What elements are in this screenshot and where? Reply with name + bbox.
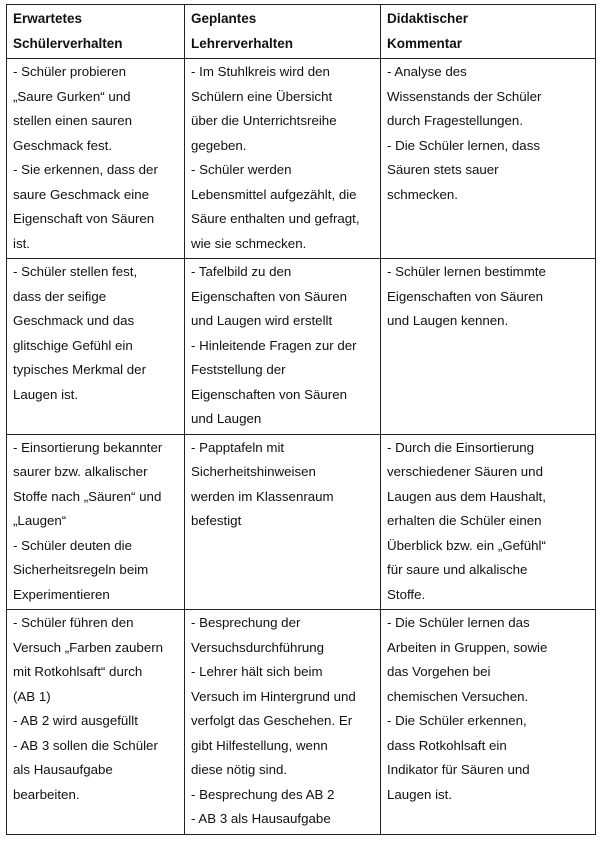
table-cell xyxy=(185,59,381,259)
table-cell xyxy=(185,434,381,610)
cell-line: Überblick bzw. ein „Gefühl“ xyxy=(387,537,546,553)
cell-line: saure Geschmack eine xyxy=(13,186,149,202)
cell-line: Indikator für Säuren und xyxy=(387,762,530,777)
cell-line: diese nötig sind. xyxy=(191,762,288,777)
cell-line: Säuren stets sauer xyxy=(387,162,499,177)
table-cell xyxy=(7,610,185,835)
table-cell xyxy=(185,259,381,435)
table-cell xyxy=(381,59,596,259)
table-row xyxy=(7,59,596,259)
cell-line: mit Rotkohlsaft“ durch xyxy=(13,664,143,679)
cell-line: Eigenschaft von Säuren xyxy=(13,211,155,226)
cell-line: - Die Schüler erkennen, xyxy=(387,713,527,728)
cell-line: dass der seifige xyxy=(13,288,107,304)
header-line: Erwartetes xyxy=(13,11,83,26)
cell-line: - Im Stuhlkreis wird den xyxy=(191,64,330,79)
cell-line: - Die Schüler lernen, dass xyxy=(387,137,540,153)
cell-line: gibt Hilfestellung, wenn xyxy=(191,737,328,753)
cell-line: werden im Klassenraum xyxy=(191,488,334,504)
cell-line: Versuchsdurchführung xyxy=(191,639,325,655)
cell-line: - Schüler deuten die xyxy=(13,537,133,553)
cell-line: Feststellung der xyxy=(191,362,286,377)
cell-line: Schülern eine Übersicht xyxy=(191,88,333,104)
cell-line: Sicherheitsregeln beim xyxy=(13,562,149,577)
cell-line: - Analyse des xyxy=(387,64,467,79)
cell-line: Eigenschaften von Säuren xyxy=(191,288,347,304)
table-cell xyxy=(7,59,185,259)
cell-line: befestigt xyxy=(191,513,242,528)
header-line: Lehrerverhalten xyxy=(191,36,294,51)
cell-line: wie sie schmecken. xyxy=(191,235,307,251)
table-cell xyxy=(381,434,596,610)
cell-line: glitschige Gefühl ein xyxy=(13,337,133,353)
cell-line: saurer bzw. alkalischer xyxy=(13,464,148,479)
cell-line: für saure und alkalische xyxy=(387,562,528,577)
cell-line: verschiedener Säuren und xyxy=(387,464,543,479)
table-row xyxy=(7,259,596,435)
cell-line: - Durch die Einsortierung xyxy=(387,439,535,455)
cell-line: „Laugen“ xyxy=(13,513,67,528)
cell-line: Säure enthalten und gefragt, xyxy=(191,211,360,226)
cell-line: erhalten die Schüler einen xyxy=(387,513,542,528)
cell-line: typisches Merkmal der xyxy=(13,362,147,377)
cell-line: Eigenschaften von Säuren xyxy=(387,288,543,304)
cell-line: Geschmack und das xyxy=(13,313,135,328)
table-cell xyxy=(7,259,185,435)
cell-line: Sicherheitshinweisen xyxy=(191,464,316,479)
cell-line: Laugen ist. xyxy=(13,386,79,402)
cell-line: (AB 1) xyxy=(13,688,51,704)
cell-line: - Hinleitende Fragen zur der xyxy=(191,337,357,353)
cell-line: und Laugen kennen. xyxy=(387,313,509,328)
lesson-plan-table xyxy=(6,4,596,835)
cell-line: Eigenschaften von Säuren xyxy=(191,386,347,402)
cell-line: - Schüler stellen fest, xyxy=(13,264,138,279)
cell-line: - Schüler werden xyxy=(191,162,292,177)
cell-line: Geschmack fest. xyxy=(13,137,113,153)
header-line: Schülerverhalten xyxy=(13,36,123,51)
table-row xyxy=(7,434,596,610)
cell-line: - AB 3 sollen die Schüler xyxy=(13,737,158,753)
cell-line: Versuch „Farben zaubern xyxy=(13,639,164,655)
header-line: Didaktischer xyxy=(387,11,469,26)
table-cell xyxy=(381,610,596,835)
cell-line: schmecken. xyxy=(387,186,458,202)
cell-line: als Hausaufgabe xyxy=(13,762,113,777)
cell-line: gegeben. xyxy=(191,137,247,153)
cell-line: - AB 2 wird ausgefüllt xyxy=(13,713,138,728)
cell-line: verfolgt das Geschehen. Er xyxy=(191,713,353,728)
cell-line: bearbeiten. xyxy=(13,786,80,802)
table-row xyxy=(7,610,596,835)
cell-line: stellen einen sauren xyxy=(13,113,133,128)
cell-line: dass Rotkohlsaft ein xyxy=(387,737,507,753)
cell-line: - Lehrer hält sich beim xyxy=(191,664,323,679)
cell-line: „Saure Gurken“ und xyxy=(13,88,131,104)
cell-line: Lebensmittel aufgezählt, die xyxy=(191,186,357,202)
cell-line: durch Fragestellungen. xyxy=(387,113,524,128)
cell-line: über die Unterrichtsreihe xyxy=(191,113,337,128)
cell-line: Wissenstands der Schüler xyxy=(387,88,542,104)
header-line: Kommentar xyxy=(387,36,463,51)
cell-line: das Vorgehen bei xyxy=(387,664,491,679)
cell-line: - Sie erkennen, dass der xyxy=(13,162,158,177)
cell-line: Stoffe. xyxy=(387,586,426,602)
cell-line: Laugen aus dem Haushalt, xyxy=(387,488,546,504)
header-cell-didactic-comment xyxy=(381,5,596,59)
cell-line: - Besprechung des AB 2 xyxy=(191,786,335,802)
cell-line: ist. xyxy=(13,235,30,251)
cell-line: - Besprechung der xyxy=(191,615,301,630)
cell-line: - Papptafeln mit xyxy=(191,439,285,455)
cell-line: Stoffe nach „Säuren“ und xyxy=(13,488,162,504)
cell-line: - AB 3 als Hausaufgabe xyxy=(191,811,331,826)
header-cell-planned-teacher-behavior xyxy=(185,5,381,59)
table-cell xyxy=(185,610,381,835)
header-cell-expected-student-behavior xyxy=(7,5,185,59)
cell-line: Laugen ist. xyxy=(387,786,453,802)
cell-line: - Die Schüler lernen das xyxy=(387,615,530,630)
cell-line: Arbeiten in Gruppen, sowie xyxy=(387,639,548,655)
cell-line: und Laugen wird erstellt xyxy=(191,313,333,328)
cell-line: und Laugen xyxy=(191,411,262,426)
table-cell xyxy=(381,259,596,435)
cell-line: Experimentieren xyxy=(13,586,110,602)
table-header-row xyxy=(7,5,596,59)
header-line: Geplantes xyxy=(191,11,257,26)
cell-line: - Schüler führen den xyxy=(13,615,134,630)
cell-line: chemischen Versuchen. xyxy=(387,688,529,704)
cell-line: - Tafelbild zu den xyxy=(191,264,292,279)
table-cell xyxy=(7,434,185,610)
cell-line: - Schüler lernen bestimmte xyxy=(387,264,546,279)
cell-line: - Schüler probieren xyxy=(13,64,127,79)
cell-line: - Einsortierung bekannter xyxy=(13,439,163,455)
cell-line: Versuch im Hintergrund und xyxy=(191,688,356,704)
